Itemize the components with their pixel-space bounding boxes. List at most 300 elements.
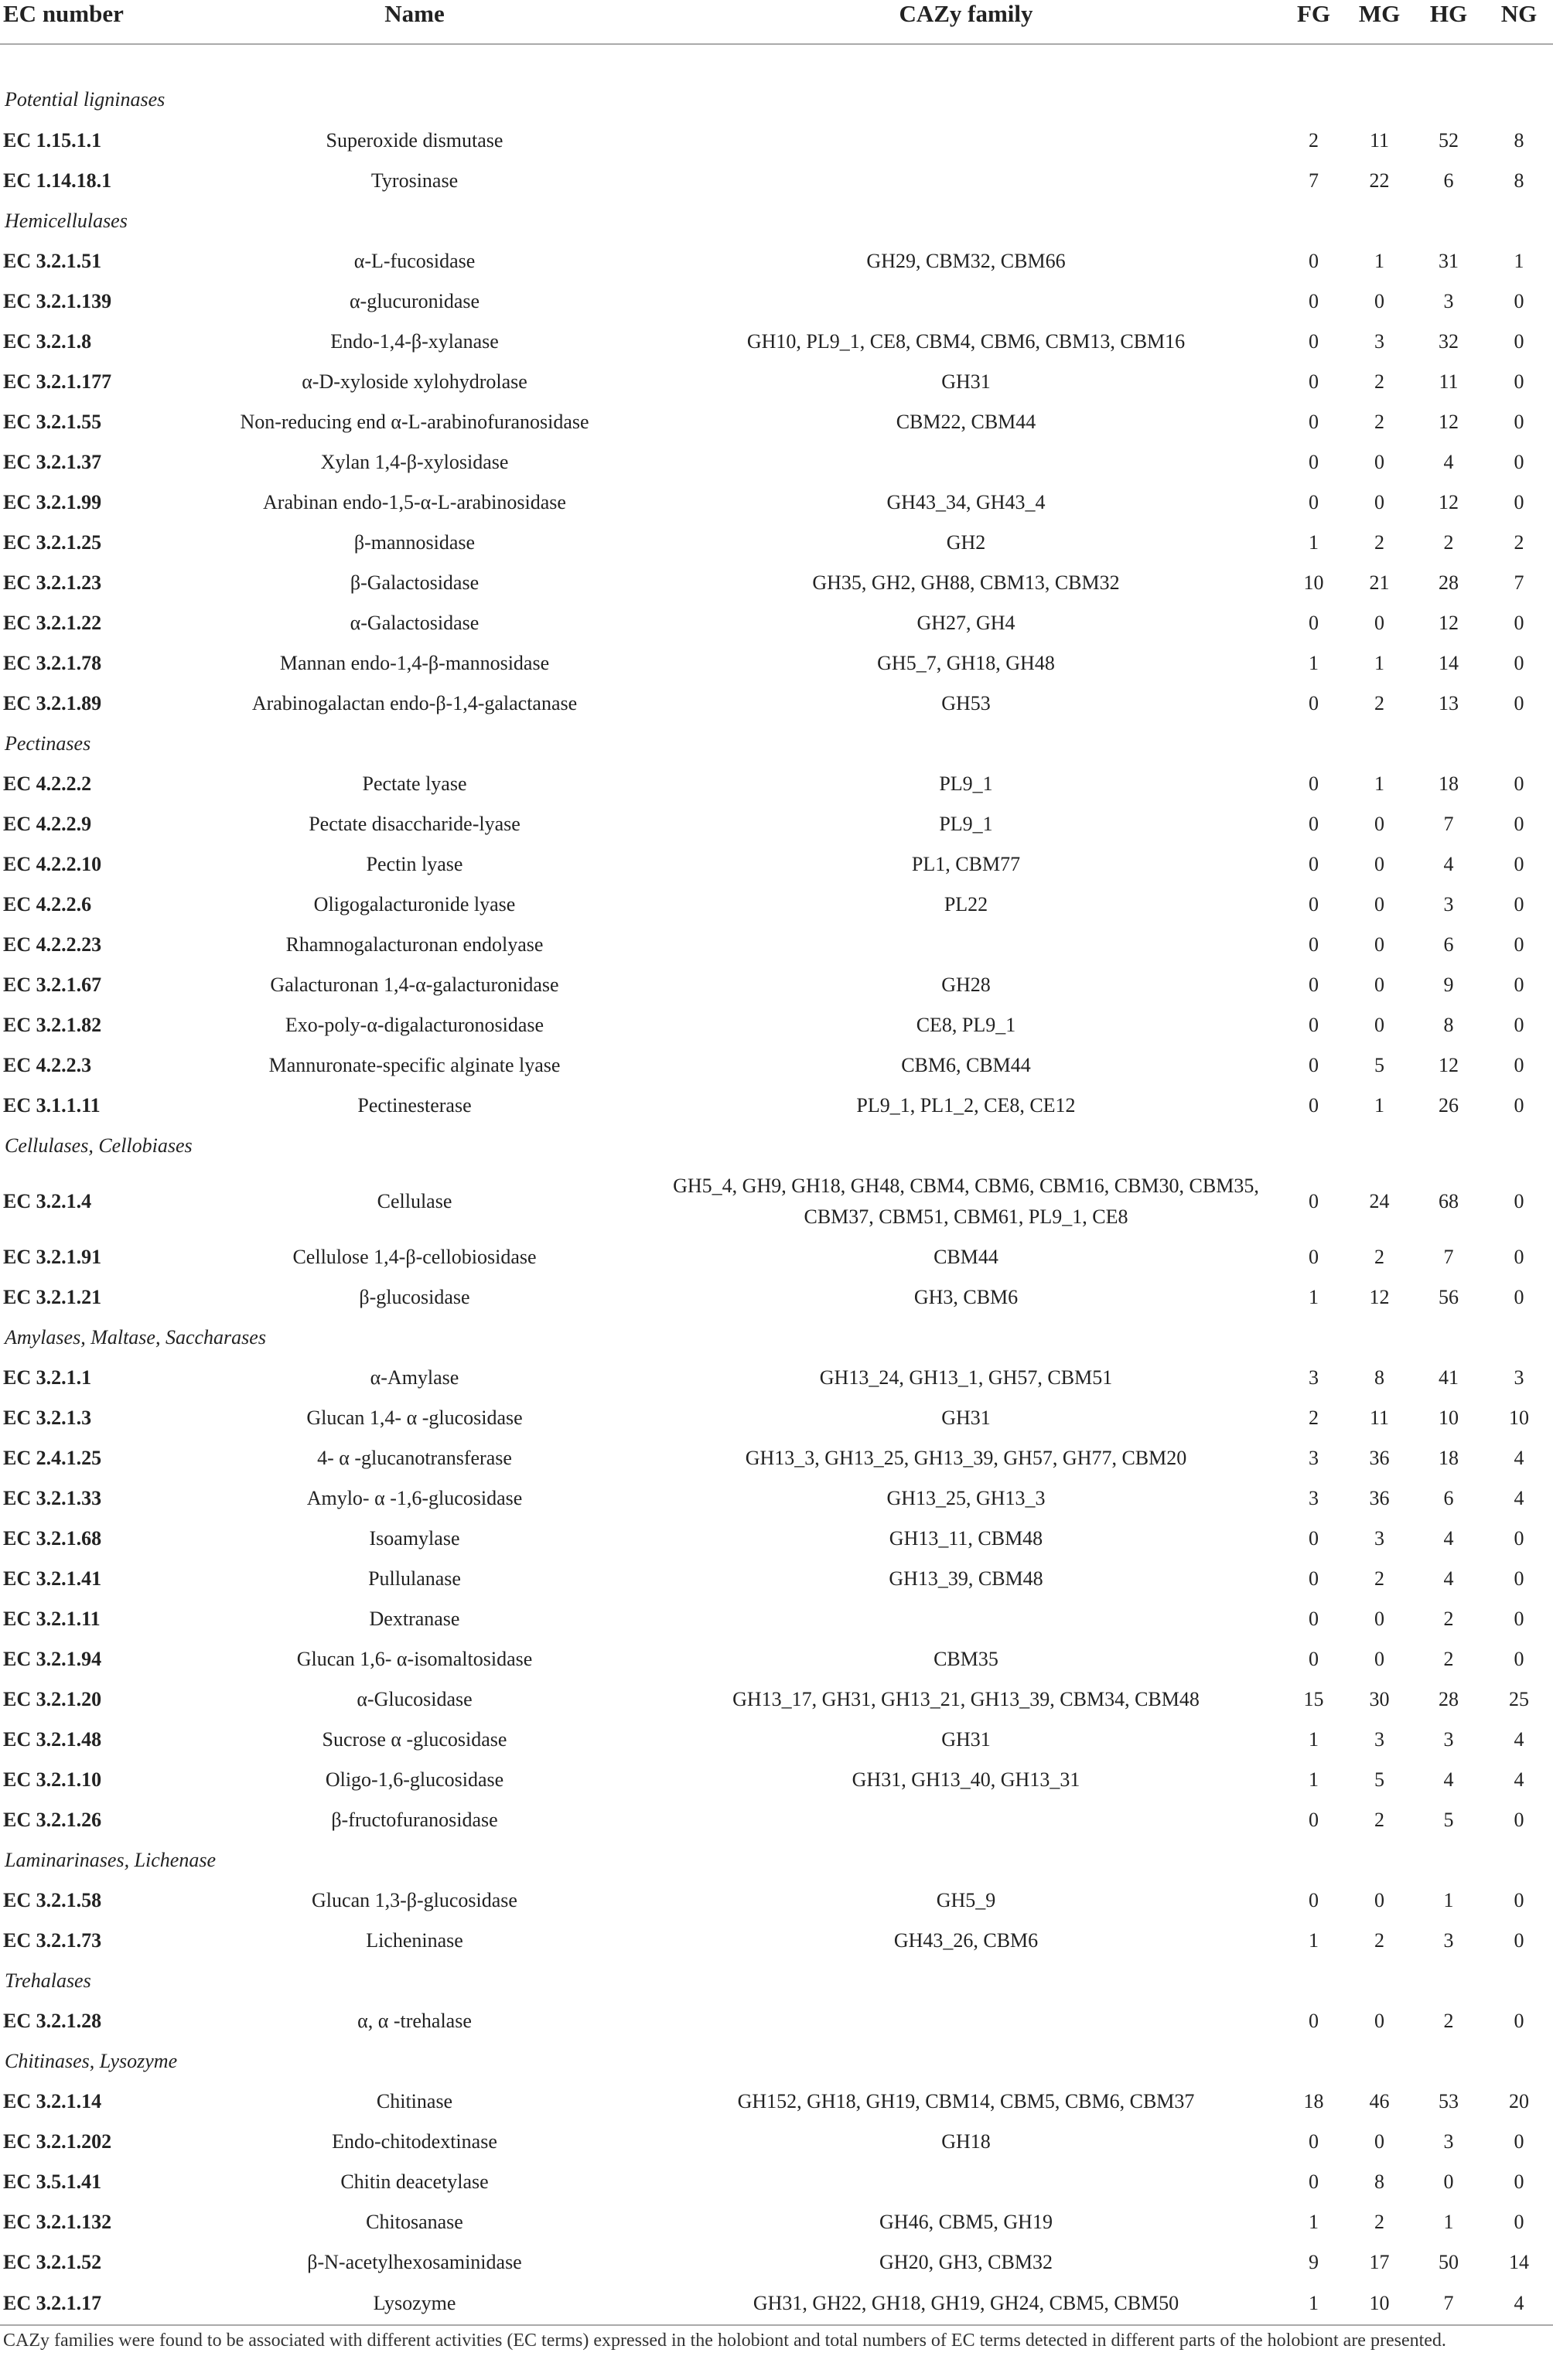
table-row xyxy=(0,1398,1553,1438)
section-title: Laminarinases, Lichenase xyxy=(5,1849,216,1871)
enzyme-name-cell: Licheninase xyxy=(366,1929,463,1952)
hg-count-cell: 0 xyxy=(1443,2170,1454,2193)
ng-count-cell: 0 xyxy=(1514,370,1524,393)
fg-count-cell: 2 xyxy=(1309,1407,1319,1429)
ng-count-cell: 0 xyxy=(1514,973,1524,996)
cazy-family-cell: GH13_39, CBM48 xyxy=(889,1567,1043,1590)
mg-count-cell: 0 xyxy=(1374,973,1384,996)
fg-count-cell: 1 xyxy=(1309,2211,1319,2233)
table-row xyxy=(0,1639,1553,1679)
enzyme-name-cell: α-glucuronidase xyxy=(349,290,480,312)
table-row xyxy=(0,684,1553,724)
ec-number-cell: EC 3.2.1.202 xyxy=(3,2130,112,2153)
fg-count-cell: 9 xyxy=(1309,2251,1319,2273)
cazy-family-cell: GH35, GH2, GH88, CBM13, CBM32 xyxy=(812,571,1120,594)
ng-count-cell: 0 xyxy=(1514,853,1524,875)
cazy-family-cell xyxy=(651,1599,1281,1639)
enzyme-name-cell: Cellulase xyxy=(377,1190,452,1212)
enzyme-name-cell: Lysozyme xyxy=(178,2283,651,2325)
cazy-family-cell xyxy=(651,925,1281,965)
ec-number-cell: EC 1.15.1.1 xyxy=(3,129,102,152)
mg-count-cell: 0 xyxy=(1374,933,1384,956)
ng-count-cell: 1 xyxy=(1514,250,1524,272)
ng-count-cell: 0 xyxy=(1514,1889,1524,1911)
cazy-family-cell: GH5_4, GH9, GH18, GH48, CBM4, CBM6, CBM16, CBM30, CBM35, CBM37, CBM51, CBM61, PL9_1, CE8 xyxy=(673,1175,1259,1228)
mg-count-cell: 1 xyxy=(1374,250,1384,272)
section-title: Pectinases xyxy=(5,732,91,755)
table-row xyxy=(0,1045,1553,1086)
enzyme-name-cell: Tyrosinase xyxy=(370,169,459,192)
enzyme-name-cell: Galacturonan 1,4-α-galacturonidase xyxy=(270,973,559,996)
section-header-row xyxy=(0,1840,1553,1880)
fg-count-cell: 0 xyxy=(1309,330,1319,353)
table-row xyxy=(0,2082,1553,2122)
ng-count-cell: 0 xyxy=(1514,290,1524,312)
hg-count-cell: 14 xyxy=(1439,652,1459,674)
table-row xyxy=(0,2122,1553,2162)
ng-count-cell: 0 xyxy=(1514,652,1524,674)
table-row xyxy=(0,1519,1553,1559)
fg-count-cell: 2 xyxy=(1309,129,1319,152)
table-row xyxy=(0,1880,1553,1921)
hg-count-cell: 5 xyxy=(1443,1809,1454,1831)
enzyme-name-cell: Pectin lyase xyxy=(366,853,463,875)
ec-number-cell: EC 3.2.1.11 xyxy=(3,1608,101,1630)
enzyme-name-cell: Glucan 1,3-β-glucosidase xyxy=(312,1889,517,1911)
cazy-family-cell: PL22 xyxy=(944,893,988,916)
header-ng: NG xyxy=(1485,0,1553,44)
ec-number-cell: EC 3.2.1.94 xyxy=(3,1648,102,1670)
cazy-family-cell xyxy=(651,2001,1281,2041)
ng-count-cell: 8 xyxy=(1514,169,1524,192)
hg-count-cell: 31 xyxy=(1439,250,1459,272)
fg-count-cell: 0 xyxy=(1309,1094,1319,1117)
header-mg: MG xyxy=(1347,0,1412,44)
mg-count-cell: 0 xyxy=(1374,2010,1384,2032)
mg-count-cell: 0 xyxy=(1374,813,1384,835)
hg-count-cell: 3 xyxy=(1443,2130,1454,2153)
header-ec-number: EC number xyxy=(0,0,178,44)
ec-number-cell: EC 3.2.1.78 xyxy=(3,652,102,674)
cazy-family-cell: GH27, GH4 xyxy=(916,612,1015,634)
mg-count-cell: 12 xyxy=(1369,1286,1390,1308)
fg-count-cell: 0 xyxy=(1309,1567,1319,1590)
table-row xyxy=(0,2162,1553,2202)
table-row xyxy=(0,643,1553,684)
ec-number-cell: EC 3.2.1.14 xyxy=(3,2090,102,2112)
ng-count-cell: 8 xyxy=(1514,129,1524,152)
mg-count-cell: 17 xyxy=(1369,2251,1390,2273)
ng-count-cell: 0 xyxy=(1514,1054,1524,1076)
ec-number-cell: EC 3.2.1.51 xyxy=(3,250,102,272)
fg-count-cell: 0 xyxy=(1309,973,1319,996)
fg-count-cell: 0 xyxy=(1309,491,1319,513)
table-row xyxy=(0,1237,1553,1277)
cazy-family-cell: GH31 xyxy=(941,370,991,393)
ng-count-cell: 0 xyxy=(1514,1094,1524,1117)
enzyme-name-cell: β-glucosidase xyxy=(359,1286,470,1308)
fg-count-cell: 0 xyxy=(1309,933,1319,956)
ec-number-cell: EC 3.2.1.177 xyxy=(3,370,112,393)
hg-count-cell: 7 xyxy=(1443,1246,1454,1268)
ng-count-cell: 0 xyxy=(1514,893,1524,916)
ng-count-cell: 0 xyxy=(1514,1809,1524,1831)
fg-count-cell: 1 xyxy=(1309,1286,1319,1308)
section-header-row xyxy=(0,1126,1553,1166)
hg-count-cell: 4 xyxy=(1443,853,1454,875)
enzyme-name-cell: Endo-chitodextinase xyxy=(332,2130,497,2153)
fg-count-cell: 0 xyxy=(1309,1608,1319,1630)
mg-count-cell: 0 xyxy=(1374,290,1384,312)
enzyme-name-cell: β-Galactosidase xyxy=(350,571,480,594)
table-row xyxy=(0,885,1553,925)
mg-count-cell: 10 xyxy=(1347,2283,1412,2325)
fg-count-cell: 0 xyxy=(1309,1054,1319,1076)
table-row xyxy=(0,281,1553,322)
ec-number-cell: EC 3.2.1.22 xyxy=(3,612,102,634)
cazy-family-cell xyxy=(651,161,1281,201)
hg-count-cell: 11 xyxy=(1439,370,1459,393)
ng-count-cell: 14 xyxy=(1509,2251,1529,2273)
ec-number-cell: EC 3.2.1.23 xyxy=(3,571,102,594)
hg-count-cell: 4 xyxy=(1443,1768,1454,1791)
cazy-family-cell: GH31 xyxy=(941,1728,991,1751)
table-row xyxy=(0,1800,1553,1840)
mg-count-cell: 0 xyxy=(1374,853,1384,875)
enzyme-name-cell: Isoamylase xyxy=(369,1527,460,1550)
cazy-family-cell: GH31 xyxy=(941,1407,991,1429)
ec-number-cell: EC 3.2.1.26 xyxy=(3,1809,102,1831)
fg-count-cell: 0 xyxy=(1309,1246,1319,1268)
header-name: Name xyxy=(178,0,651,44)
enzyme-name-cell: Arabinogalactan endo-β-1,4-galactanase xyxy=(251,692,578,714)
hg-count-cell: 52 xyxy=(1439,129,1459,152)
cazy-family-cell: GH18 xyxy=(941,2130,991,2153)
hg-count-cell: 12 xyxy=(1439,491,1459,513)
ec-number-cell: EC 3.2.1.33 xyxy=(3,1487,102,1509)
hg-count-cell: 13 xyxy=(1439,692,1459,714)
enzyme-name-cell: Pullulanase xyxy=(368,1567,461,1590)
ec-number-cell: EC 3.2.1.25 xyxy=(3,531,102,554)
ng-count-cell: 0 xyxy=(1514,813,1524,835)
table-row xyxy=(0,2283,1553,2325)
mg-count-cell: 0 xyxy=(1374,451,1384,473)
mg-count-cell: 2 xyxy=(1374,370,1384,393)
cazy-family-cell: CBM22, CBM44 xyxy=(896,411,1036,433)
ec-number-cell: EC 3.2.1.3 xyxy=(3,1407,92,1429)
enzyme-name-cell: β-N-acetylhexosaminidase xyxy=(307,2251,522,2273)
table-row xyxy=(0,523,1553,563)
table-row xyxy=(0,844,1553,885)
table-row xyxy=(0,362,1553,402)
ec-number-cell: EC 3.2.1.73 xyxy=(3,1929,102,1952)
table-row xyxy=(0,1760,1553,1800)
cazy-family-cell xyxy=(651,2162,1281,2202)
cazy-family-cell: GH5_9 xyxy=(936,1889,996,1911)
hg-count-cell: 7 xyxy=(1412,2283,1485,2325)
cazy-family-cell: PL9_1, PL1_2, CE8, CE12 xyxy=(856,1094,1076,1117)
fg-count-cell: 0 xyxy=(1309,612,1319,634)
ec-number-cell: EC 3.2.1.67 xyxy=(3,973,102,996)
cazy-family-cell: GH31, GH13_40, GH13_31 xyxy=(852,1768,1080,1791)
hg-count-cell: 56 xyxy=(1439,1286,1459,1308)
table-row xyxy=(0,804,1553,844)
mg-count-cell: 1 xyxy=(1374,772,1384,795)
section-title: Amylases, Maltase, Saccharases xyxy=(5,1326,266,1349)
ec-number-cell: EC 3.2.1.139 xyxy=(3,290,112,312)
ng-count-cell: 3 xyxy=(1514,1366,1524,1389)
cazy-family-cell: GH2 xyxy=(946,531,986,554)
table-footnote: CAZy families were found to be associated with different activities (EC terms) expressed in the holobiont and total numbers of EC terms detected in different parts of the holobiont are presented. xyxy=(3,2331,1446,2351)
mg-count-cell: 5 xyxy=(1374,1768,1384,1791)
section-header-row xyxy=(0,44,1553,121)
section-header-row xyxy=(0,724,1553,764)
hg-count-cell: 8 xyxy=(1443,1014,1454,1036)
cazy-family-cell: GH29, CBM32, CBM66 xyxy=(866,250,1066,272)
cazy-family-cell: GH13_3, GH13_25, GH13_39, GH57, GH77, CBM20 xyxy=(745,1447,1187,1469)
ng-count-cell: 0 xyxy=(1514,692,1524,714)
mg-count-cell: 2 xyxy=(1374,2211,1384,2233)
ec-number-cell: EC 3.2.1.37 xyxy=(3,451,102,473)
mg-count-cell: 30 xyxy=(1369,1688,1390,1710)
ec-number-cell: EC 3.2.1.8 xyxy=(3,330,92,353)
ec-number-cell: EC 3.2.1.4 xyxy=(3,1190,92,1212)
mg-count-cell: 0 xyxy=(1374,893,1384,916)
mg-count-cell: 1 xyxy=(1374,1094,1384,1117)
enzyme-name-cell: Glucan 1,4- α -glucosidase xyxy=(306,1407,523,1429)
hg-count-cell: 1 xyxy=(1443,1889,1454,1911)
table-row xyxy=(0,241,1553,281)
table-row xyxy=(0,2001,1553,2041)
enzyme-name-cell: β-mannosidase xyxy=(353,531,476,554)
table-row xyxy=(0,563,1553,603)
ng-count-cell: 7 xyxy=(1514,571,1524,594)
fg-count-cell: 0 xyxy=(1309,1648,1319,1670)
ng-count-cell: 20 xyxy=(1509,2090,1529,2112)
fg-count-cell: 0 xyxy=(1309,1889,1319,1911)
hg-count-cell: 18 xyxy=(1439,1447,1459,1469)
table-row xyxy=(0,482,1553,523)
section-header-row xyxy=(0,201,1553,241)
cazy-family-cell: CBM35 xyxy=(934,1648,998,1670)
cazy-family-cell: GH31, GH22, GH18, GH19, GH24, CBM5, CBM50 xyxy=(651,2283,1281,2325)
enzyme-name-cell: Pectinesterase xyxy=(357,1094,472,1117)
fg-count-cell: 1 xyxy=(1281,2283,1347,2325)
cazy-family-cell: GH43_34, GH43_4 xyxy=(886,491,1046,513)
fg-count-cell: 0 xyxy=(1309,692,1319,714)
section-header-row xyxy=(0,2041,1553,2082)
enzyme-name-cell: Arabinan endo-1,5-α-L-arabinosidase xyxy=(263,491,566,513)
cazy-family-cell: GH13_17, GH31, GH13_21, GH13_39, CBM34, CBM48 xyxy=(732,1688,1200,1710)
ec-number-cell: EC 3.2.1.99 xyxy=(3,491,102,513)
ec-number-cell: EC 3.2.1.82 xyxy=(3,1014,102,1036)
hg-count-cell: 53 xyxy=(1439,2090,1459,2112)
ng-count-cell: 4 xyxy=(1485,2283,1553,2325)
mg-count-cell: 5 xyxy=(1374,1054,1384,1076)
ec-number-cell: EC 3.2.1.48 xyxy=(3,1728,102,1751)
mg-count-cell: 2 xyxy=(1374,1809,1384,1831)
ng-count-cell: 4 xyxy=(1514,1768,1524,1791)
cazy-family-cell: GH13_25, GH13_3 xyxy=(886,1487,1046,1509)
mg-count-cell: 0 xyxy=(1374,1889,1384,1911)
enzyme-name-cell: Endo-1,4-β-xylanase xyxy=(330,330,499,353)
enzyme-name-cell: α-L-fucosidase xyxy=(353,250,476,272)
hg-count-cell: 1 xyxy=(1443,2211,1454,2233)
mg-count-cell: 2 xyxy=(1374,692,1384,714)
table-row xyxy=(0,402,1553,442)
enzyme-name-cell: Oligogalacturonide lyase xyxy=(313,893,516,916)
hg-count-cell: 68 xyxy=(1439,1190,1459,1212)
ng-count-cell: 0 xyxy=(1514,1648,1524,1670)
fg-count-cell: 0 xyxy=(1309,2010,1319,2032)
table-row xyxy=(0,161,1553,201)
ec-number-cell: EC 2.4.1.25 xyxy=(3,1447,102,1469)
table-row xyxy=(0,121,1553,161)
table-row xyxy=(0,2202,1553,2242)
enzyme-name-cell: Xylan 1,4-β-xylosidase xyxy=(320,451,509,473)
ec-number-cell: EC 3.5.1.41 xyxy=(3,2170,102,2193)
cazy-family-cell: GH5_7, GH18, GH48 xyxy=(877,652,1055,674)
fg-count-cell: 0 xyxy=(1309,1527,1319,1550)
hg-count-cell: 41 xyxy=(1439,1366,1459,1389)
hg-count-cell: 10 xyxy=(1439,1407,1459,1429)
mg-count-cell: 2 xyxy=(1374,1567,1384,1590)
enzyme-name-cell: α, α -trehalase xyxy=(357,2010,472,2032)
hg-count-cell: 50 xyxy=(1439,2251,1459,2273)
enzyme-name-cell: Non-reducing end α-L-arabinofuranosidase xyxy=(240,411,589,433)
fg-count-cell: 10 xyxy=(1303,571,1324,594)
ng-count-cell: 4 xyxy=(1514,1447,1524,1469)
fg-count-cell: 0 xyxy=(1309,1190,1319,1212)
ng-count-cell: 4 xyxy=(1514,1487,1524,1509)
hg-count-cell: 4 xyxy=(1443,1567,1454,1590)
fg-count-cell: 3 xyxy=(1309,1366,1319,1389)
mg-count-cell: 46 xyxy=(1369,2090,1390,2112)
mg-count-cell: 0 xyxy=(1374,1608,1384,1630)
table-row xyxy=(0,1679,1553,1720)
fg-count-cell: 18 xyxy=(1303,2090,1324,2112)
ec-number-cell: EC 3.2.1.20 xyxy=(3,1688,102,1710)
mg-count-cell: 2 xyxy=(1374,531,1384,554)
hg-count-cell: 3 xyxy=(1443,1929,1454,1952)
cazy-family-cell: GH13_11, CBM48 xyxy=(889,1527,1043,1550)
mg-count-cell: 36 xyxy=(1369,1487,1390,1509)
cazy-family-cell: GH43_26, CBM6 xyxy=(893,1929,1039,1952)
table-row xyxy=(0,965,1553,1005)
fg-count-cell: 0 xyxy=(1309,250,1319,272)
hg-count-cell: 2 xyxy=(1443,1648,1454,1670)
cazy-family-cell: CBM6, CBM44 xyxy=(901,1054,1031,1076)
table-row xyxy=(0,764,1553,804)
header-fg: FG xyxy=(1281,0,1347,44)
cazy-family-cell xyxy=(651,1800,1281,1840)
fg-count-cell: 3 xyxy=(1309,1487,1319,1509)
hg-count-cell: 6 xyxy=(1443,169,1454,192)
ec-number-cell: EC 3.2.1.10 xyxy=(3,1768,102,1791)
enzyme-name-cell: Rhamnogalacturonan endolyase xyxy=(285,933,544,956)
hg-count-cell: 18 xyxy=(1439,772,1459,795)
ec-number-cell: EC 3.2.1.52 xyxy=(3,2251,102,2273)
fg-count-cell: 7 xyxy=(1309,169,1319,192)
ng-count-cell: 0 xyxy=(1514,772,1524,795)
section-title: Potential ligninases xyxy=(5,88,166,111)
hg-count-cell: 12 xyxy=(1439,411,1459,433)
enzyme-name-cell: Mannuronate-specific alginate lyase xyxy=(268,1054,561,1076)
section-title: Trehalases xyxy=(5,1969,91,1992)
ec-number-cell: EC 4.2.2.3 xyxy=(3,1054,92,1076)
ng-count-cell: 0 xyxy=(1514,2010,1524,2032)
fg-count-cell: 0 xyxy=(1309,411,1319,433)
ec-number-cell: EC 4.2.2.10 xyxy=(3,853,102,875)
section-header-row xyxy=(0,1318,1553,1358)
mg-count-cell: 24 xyxy=(1369,1190,1390,1212)
fg-count-cell: 0 xyxy=(1309,813,1319,835)
mg-count-cell: 2 xyxy=(1374,411,1384,433)
ec-number-cell: EC 4.2.2.9 xyxy=(3,813,92,835)
cazy-family-cell xyxy=(651,442,1281,482)
ec-number-cell: EC 3.1.1.11 xyxy=(3,1094,101,1117)
cazy-family-cell: CE8, PL9_1 xyxy=(916,1014,1016,1036)
cazy-family-cell: GH10, PL9_1, CE8, CBM4, CBM6, CBM13, CBM16 xyxy=(746,330,1186,353)
ec-number-cell: EC 3.2.1.1 xyxy=(3,1366,92,1389)
section-title: Chitinases, Lysozyme xyxy=(5,2050,178,2072)
ng-count-cell: 0 xyxy=(1514,1286,1524,1308)
hg-count-cell: 3 xyxy=(1443,893,1454,916)
ng-count-cell: 10 xyxy=(1509,1407,1529,1429)
hg-count-cell: 26 xyxy=(1439,1094,1459,1117)
mg-count-cell: 36 xyxy=(1369,1447,1390,1469)
enzyme-name-cell: Dextranase xyxy=(369,1608,460,1630)
table-row xyxy=(0,1358,1553,1398)
table-row xyxy=(0,2242,1553,2283)
fg-count-cell: 0 xyxy=(1309,451,1319,473)
fg-count-cell: 0 xyxy=(1309,893,1319,916)
ec-number-cell: EC 3.2.1.91 xyxy=(3,1246,102,1268)
section-title: Cellulases, Cellobiases xyxy=(5,1134,193,1157)
mg-count-cell: 22 xyxy=(1369,169,1390,192)
ng-count-cell: 0 xyxy=(1514,1014,1524,1036)
enzyme-name-cell: Chitin deacetylase xyxy=(340,2170,489,2193)
cazy-family-cell xyxy=(651,281,1281,322)
cazy-family-cell: GH3, CBM6 xyxy=(913,1286,1019,1308)
table-row xyxy=(0,1559,1553,1599)
ng-count-cell: 2 xyxy=(1514,531,1524,554)
cazy-family-cell: PL9_1 xyxy=(939,813,993,835)
mg-count-cell: 3 xyxy=(1374,1728,1384,1751)
hg-count-cell: 28 xyxy=(1439,1688,1459,1710)
ng-count-cell: 0 xyxy=(1514,2211,1524,2233)
enzyme-name-cell: Pectate lyase xyxy=(362,772,467,795)
hg-count-cell: 4 xyxy=(1443,1527,1454,1550)
ng-count-cell: 0 xyxy=(1514,1527,1524,1550)
table-row xyxy=(0,603,1553,643)
cazy-family-cell: PL1, CBM77 xyxy=(911,853,1021,875)
hg-count-cell: 4 xyxy=(1443,451,1454,473)
table-body xyxy=(0,44,1553,2325)
mg-count-cell: 0 xyxy=(1374,2130,1384,2153)
enzyme-name-cell: Sucrose α -glucosidase xyxy=(322,1728,507,1751)
hg-count-cell: 7 xyxy=(1443,813,1454,835)
ec-number-cell: EC 3.2.1.17 xyxy=(0,2283,178,2325)
enzyme-name-cell: β-fructofuranosidase xyxy=(331,1809,498,1831)
hg-count-cell: 12 xyxy=(1439,1054,1459,1076)
hg-count-cell: 6 xyxy=(1443,933,1454,956)
table-row xyxy=(0,1720,1553,1760)
mg-count-cell: 21 xyxy=(1369,571,1390,594)
fg-count-cell: 0 xyxy=(1309,2170,1319,2193)
fg-count-cell: 15 xyxy=(1303,1688,1324,1710)
mg-count-cell: 0 xyxy=(1374,1014,1384,1036)
